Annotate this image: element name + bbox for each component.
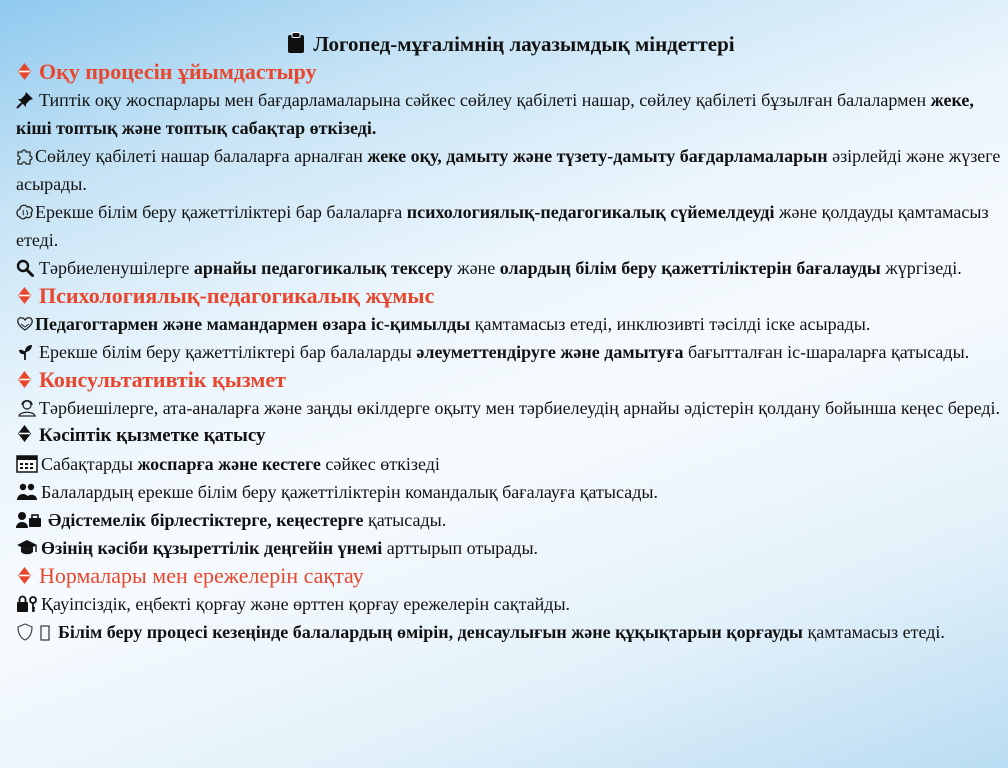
list-item: Білім беру процесі кезеңінде балалардың өмірін, денсаулығын және құқықтарын қорғауды қамтамасыз етеді. [16,618,1006,646]
graduation-cap-icon [16,539,38,557]
page-title: Логопед-мұғалімнің лауазымдық міндеттері [16,30,1006,58]
section-heading: Кәсіптік қызметке қатысу [16,422,1006,450]
placeholder-glyph-icon [40,625,50,641]
section-heading: Психологиялық-педагогикалық жұмыс [16,282,1006,310]
heart-hands-icon [16,315,34,333]
list-item: Сөйлеу қабілеті нашар балаларға арналған жеке оқу, дамыту және түзету-дамыту бағдарламаларын әзірлейді және жүзеге асырады. [16,146,1001,194]
list-item: Тәрбиешілерге, ата-аналарға және заңды өкілдерге оқыту мен тәрбиелеудің арнайы әдістерін қолдану бойынша кеңес береді. [16,394,1006,422]
list-item: Әдістемелік бірлестіктерге, кеңестерге қатысады. [16,506,1006,534]
section-heading: Консультативтік қызмет [16,366,1006,394]
pin-icon [16,91,34,109]
list-item: Типтік оқу жоспарлары мен бағдарламаларына сәйкес сөйлеу қабілеті нашар, сөйлеу қабілеті бұзылған балалармен жеке, кіші топтық және топтық сабақтар өткізеді. [16,90,974,138]
team-briefcase-icon [16,511,42,529]
magnifier-icon [16,259,34,277]
puzzle-icon [16,147,34,165]
list-item: Сабақтарды жоспарға және кестеге сәйкес өткізеді [16,450,1006,478]
diamond-icon [18,287,31,304]
diamond-icon [18,371,31,388]
list-item: Өзінің кәсіби құзыреттілік деңгейін үнемі арттырып отырады. [16,534,1006,562]
section-heading: Нормалары мен ережелерін сақтау [16,562,1006,590]
people-icon [16,483,38,501]
section-heading: Оқу процесін ұйымдастыру [16,58,1006,86]
list-item: Ерекше білім беру қажеттіліктері бар балаларды әлеуметтендіруге және дамытуға бағытталған іс-шараларға қатысады. [16,338,1006,366]
diamond-icon [18,567,31,584]
clipboard-icon [287,32,305,54]
brain-icon [16,203,34,221]
list-item: Ерекше білім беру қажеттіліктері бар балаларға психологиялық-педагогикалық сүйемелдеуді және қолдауды қамтамасыз етеді. [16,202,989,250]
lock-key-icon [16,595,38,613]
sprout-icon [16,343,34,361]
shield-icon [16,623,34,641]
diamond-icon [18,63,31,80]
calendar-icon [16,455,38,473]
document [16,30,1006,646]
teacher-icon [16,399,38,417]
list-item: Тәрбиеленушілерге арнайы педагогикалық тексеру және олардың білім беру қажеттіліктерін бағалауды жүргізеді. [16,254,1006,282]
diamond-icon [18,425,31,442]
list-item: Қауіпсіздік, еңбекті қорғау және өрттен қорғау ережелерін сақтайды. [16,590,1006,618]
list-item: Педагогтармен және мамандармен өзара іс-қимылды қамтамасыз етеді, инклюзивті тәсілді іске асырады. [16,310,1006,338]
list-item: Балалардың ерекше білім беру қажеттіліктерін командалық бағалауға қатысады. [16,478,1006,506]
